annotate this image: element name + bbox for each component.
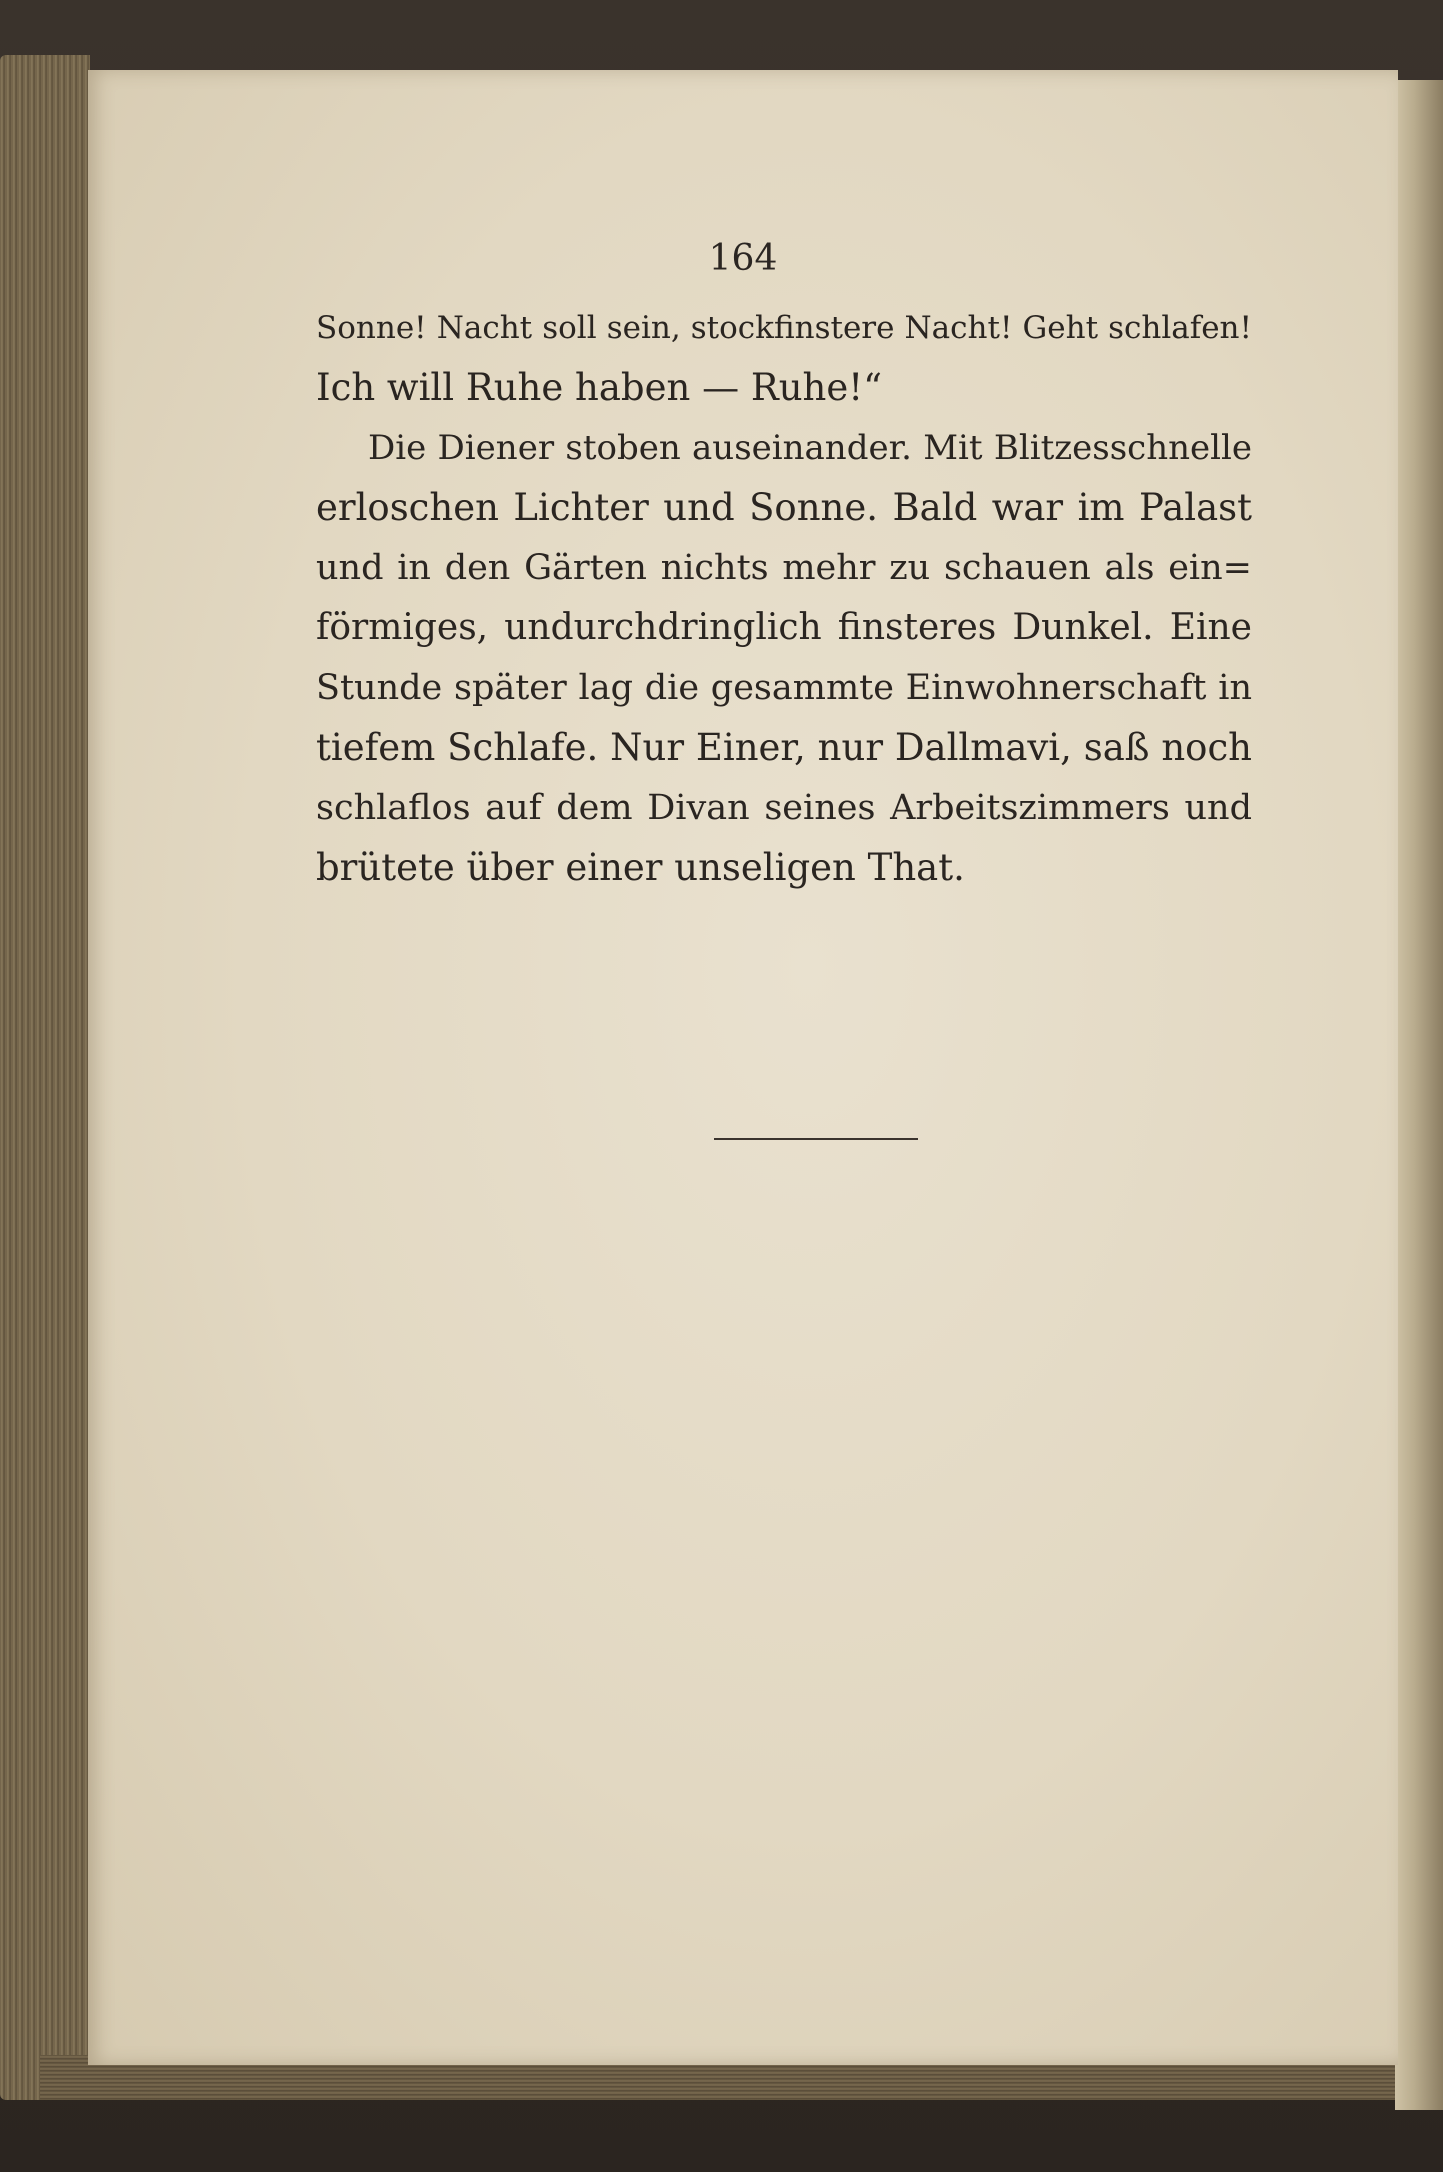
text-line: und in den Gärten nichts mehr zu schauen als ein= [316,548,1252,588]
book-page [88,70,1398,2065]
text-line: Stunde später lag die gesammte Einwohnerschaft in [316,668,1252,708]
text-line: Sonne! Nacht soll sein, stockfinstere Nacht! Geht schlafen! [316,310,1252,346]
text-line: tiefem Schlafe. Nur Einer, nur Dallmavi, saß noch [316,726,1252,769]
page-edges-left [0,55,90,2100]
body-text [316,298,1252,898]
text-line: förmiges, undurchdringlich finsteres Dunkel. Eine [316,607,1252,648]
text-line: Die Diener stoben auseinander. Mit Blitzesschnelle [368,428,1252,468]
gutter-right [1395,80,1443,2110]
text-line: Ich will Ruhe haben — Ruhe!“ [316,366,883,409]
text-line: erloschen Lichter und Sonne. Bald war im Palast [316,486,1252,529]
chapter-end-rule [714,1138,918,1140]
text-line: schlaflos auf dem Divan seines Arbeitszimmers und [316,788,1252,828]
page-number: 164 [708,238,778,279]
text-line: brütete über einer unseligen That. [316,846,965,889]
